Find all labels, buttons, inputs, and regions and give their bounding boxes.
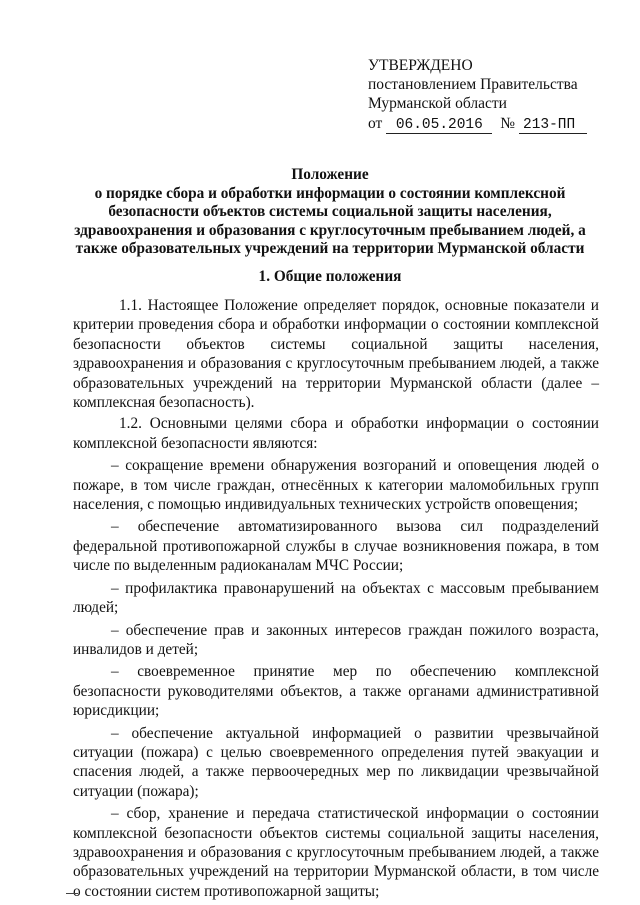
title-line-4: здравоохранения и образования с круглосуточным пребыванием людей, а bbox=[74, 221, 586, 239]
footer-divider bbox=[66, 893, 78, 894]
goal-item: – сокращение времени обнаружения возгораний и оповещения людей о пожаре, в том числе граждан, отнесённых к категории маломобильных групп населения, с помощью индивидуальных технических устройств оповещения; bbox=[73, 457, 599, 514]
goal-item: – профилактика правонарушений на объектах с массовым пребыванием людей; bbox=[73, 579, 599, 617]
title-line-3: безопасности объектов системы социальной защиты населения, bbox=[108, 203, 552, 220]
approval-number: 213-ПП bbox=[519, 117, 587, 134]
approval-number-sign: № bbox=[500, 115, 515, 132]
goal-item: – обеспечение автоматизированного вызова сил подразделений федеральной противопожарной службы в случае возникновения пожара, в том числе по выделенным радиоканалам МЧС России; bbox=[73, 518, 599, 575]
goal-item: – обеспечение прав и законных интересов граждан пожилого возраста, инвалидов и детей; bbox=[73, 621, 599, 658]
title-line-2: о порядке сбора и обработки информации о состоянии комплексной bbox=[94, 184, 566, 202]
title-line-1: Положение bbox=[291, 166, 369, 183]
section-heading: 1. Общие положения bbox=[258, 268, 402, 285]
document-body bbox=[73, 296, 599, 901]
approval-line-2: Мурманской области bbox=[368, 95, 507, 112]
approval-from-label: от bbox=[368, 115, 383, 132]
approval-date-row bbox=[368, 114, 587, 134]
paragraph-1-1: 1.1. Настоящее Положение определяет порядок, основные показатели и критерии проведения сбора и обработки информации о состоянии комплексной безопасности объектов системы социальной защиты населения, здравоохранения и образования с круглосуточным пребыванием людей, а также образовательных учреждений на территории Мурманской области (далее – комплексная безопасность). bbox=[73, 297, 599, 412]
title-line-5: также образовательных учреждений на территории Мурманской области bbox=[75, 240, 585, 257]
document-title bbox=[60, 166, 600, 259]
goal-item: – своевременное принятие мер по обеспечению комплексной безопасности руководителями объектов, а также органами административной юрисдикции; bbox=[73, 663, 599, 720]
goal-item: – сбор, хранение и передача статистической информации о состоянии комплексной безопасности объектов системы социальной защиты населения, здравоохранения и образования с круглосуточным пребыванием людей, а также образовательных учреждений на территории Мурманской области, в том числе о состоянии систем противопожарной защиты; bbox=[73, 805, 599, 900]
approval-date: 06.05.2016 bbox=[386, 117, 492, 134]
goal-item: – обеспечение актуальной информацией о развитии чрезвычайной ситуации (пожара) с целью своевременного определения путей эвакуации и спасения людей, а также первоочередных мер по ликвидации чрезвычайной ситуации (пожара); bbox=[73, 724, 599, 800]
approval-heading: УТВЕРЖДЕНО bbox=[368, 57, 473, 74]
paragraph-1-2: 1.2. Основными целями сбора и обработки информации о состоянии комплексной безопасности являются: bbox=[73, 415, 599, 452]
approval-line-1: постановлением Правительства bbox=[368, 76, 578, 93]
approval-stamp bbox=[368, 56, 587, 134]
